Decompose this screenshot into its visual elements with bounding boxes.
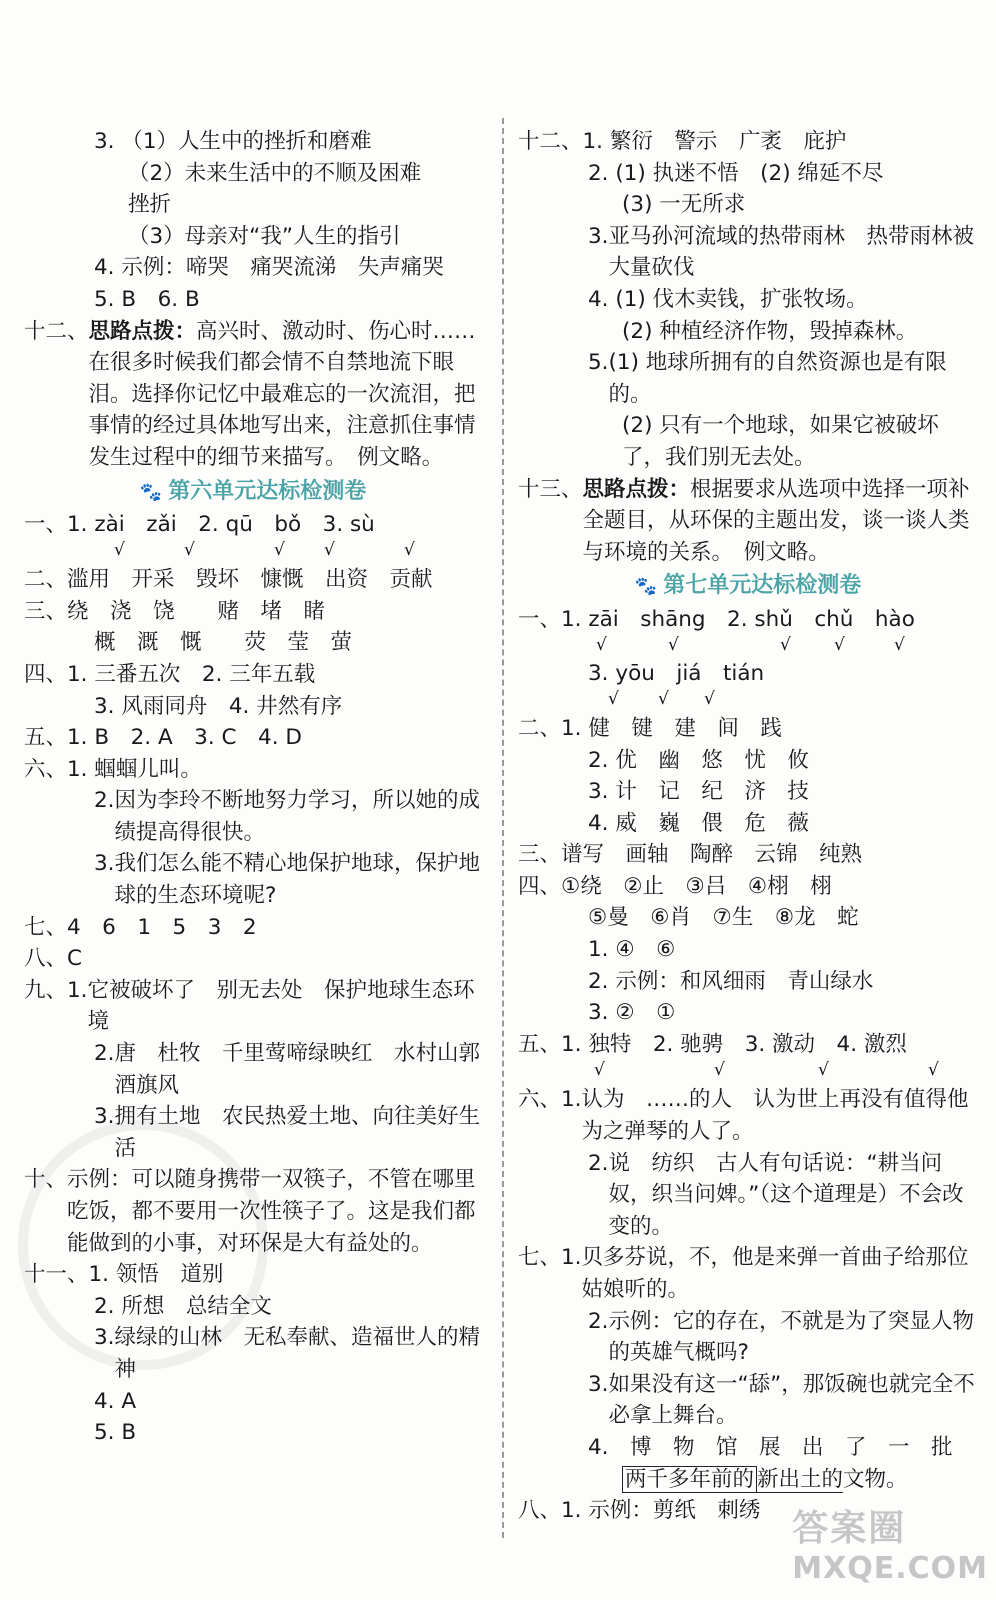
answer-block: 3. 如果没有这一“舔”，那饭碗也就完全不必拿上舞台。 (588, 1371, 975, 1429)
answer-line: 1. ④ ⑥ (588, 937, 676, 963)
answer-block: 十、 示例：可以随身携带一双筷子，不管在哪里吃饭，都不要用一次性筷子了。这是我们都能做到的小事，对环保是大有益处的。 (24, 1167, 476, 1256)
tick-marks-row (518, 689, 978, 713)
section-heading-unit7: 🐾 第七单元达标检测卷 (518, 570, 978, 603)
tick-marks-row (518, 635, 978, 659)
answer-line: 五、1. B 2. A 3. C 4. D (24, 725, 302, 751)
answer-block: 3. 我们怎么能不精心地保护地球，保护地球的生态环境呢? (94, 851, 481, 909)
check-icon: √ (274, 540, 285, 561)
answer-block: 3. 拥有土地 农民热爱土地、向往美好生活 (94, 1104, 481, 1161)
answer-line: 4. 示例：啼哭 痛哭流涕 失声痛哭 (94, 255, 444, 281)
check-icon: √ (780, 634, 791, 655)
site-watermark (792, 1500, 988, 1586)
answer-block: 七、1. 贝多芬说，不，他是来弹一首曲子给那位姑娘听的。 (518, 1245, 969, 1302)
answer-line: 挫折 (128, 192, 172, 218)
left-column (24, 126, 482, 1449)
answer-line: 两千多年前的 新出土的文物。 (518, 1464, 978, 1496)
question-12-block (24, 316, 482, 474)
check-icon: √ (704, 688, 715, 709)
tick-marks-row (24, 540, 482, 564)
answer-line: 3. 计 记 纪 济 技 (588, 779, 809, 805)
paw-icon: 🐾 (139, 481, 163, 503)
answer-line: 3. ② ① (588, 1000, 676, 1026)
answer-line: 二、滥用 开采 毁坏 慷慨 出资 贡献 (24, 567, 433, 593)
answer-line: 八、C (24, 946, 83, 972)
check-icon: √ (324, 540, 335, 561)
answer-line: （2）未来生活中的不顺及困难 (128, 160, 422, 186)
boxed-phrase: 两千多年前的 (622, 1466, 757, 1493)
answer-block: 九、1. 它被破坏了 别无去处 保护地球生态环境 (24, 977, 475, 1035)
paw-icon: 🐾 (634, 576, 658, 598)
answer-line: （3）母亲对“我”人生的指引 (128, 223, 401, 249)
answer-block: 5. (1) 地球所拥有的自然资源也是有限的。 (588, 350, 947, 407)
answer-line: 4. 威 巍 偎 危 薇 (588, 810, 809, 836)
pinyin-line: 一、1. zāi shāng 2. shǔ chǔ hào (518, 606, 915, 632)
answer-line: (2) 种植经济作物，毁掉森林。 (622, 318, 918, 344)
answer-line: 六、1. 蝈蝈儿叫。 (24, 756, 202, 782)
answer-block: 3. 绿绿的山林 无私奉献、造福世人的精神 (94, 1325, 481, 1382)
answer-line: 三、绕 浇 饶 赌 堵 睹 (24, 598, 326, 624)
check-icon: √ (658, 688, 669, 709)
question-13-block: 十三、 思路点拨：根据要求从选项中选择一项补全题目，从环保的主题出发，谈一谈人类与环境的关系。 例文略。 (518, 476, 970, 565)
answer-line: 2. 示例：和风细雨 青山绿水 (588, 968, 874, 994)
check-icon: √ (184, 540, 195, 561)
answer-line: 十一、1. 领悟 道别 (24, 1262, 224, 1288)
answer-block: 2. 说 纺织 古人有句话说：“耕当问奴，织当问婢。”（这个道理是）不会改变的。 (588, 1150, 964, 1239)
underlined-phrase: 新出土的 (757, 1466, 844, 1492)
answer-line: 概 溉 慨 荧 莹 萤 (94, 630, 353, 656)
answer-line: ⑤曼 ⑥肖 ⑦生 ⑧龙 蛇 (588, 905, 859, 931)
tip-text: 高兴时、激动时、伤心时……在很多时候我们都会情不自禁地流下眼泪。选择你记忆中最难忘的一次流泪，把事情的经过具体地写出来，注意抓住事情发生过程中的细节来描写。 例文略。 (88, 318, 476, 470)
check-icon: √ (894, 634, 905, 655)
answer-line: (2) 只有一个地球，如果它被破坏了，我们别无去处。 (622, 413, 939, 470)
tip-text: 根据要求从选项中选择一项补全题目，从环保的主题出发，谈一谈人类与环境的关系。 例文略。 (582, 476, 970, 565)
check-icon: √ (596, 634, 607, 655)
answer-block: 六、1. 认为 ……的人 认为世上再没有值得他为之弹琴的人了。 (518, 1087, 969, 1145)
column-divider (502, 118, 504, 1538)
answer-line: (3) 一无所求 (622, 192, 746, 218)
check-icon: √ (928, 1060, 939, 1081)
answer-block: 2. 因为李玲不断地努力学习，所以她的成绩提高得很快。 (94, 788, 481, 845)
check-icon: √ (404, 540, 415, 561)
answer-line: 四、①绕 ②止 ③吕 ④栩 栩 (518, 873, 832, 899)
tip-label: 思路点拨： (88, 318, 197, 344)
answer-line: 4. (1) 伐木卖钱，扩张牧场。 (588, 286, 868, 312)
answer-line: 二、1. 健 键 建 间 践 (518, 715, 782, 741)
check-icon: √ (608, 688, 619, 709)
tip-label: 思路点拨： (582, 476, 691, 502)
answer-line: 5. B (94, 1420, 137, 1446)
answer-line: 八、1. 示例：剪纸 刺绣 (518, 1498, 761, 1524)
check-icon: √ (594, 1060, 605, 1081)
answer-line: 七、4 6 1 5 3 2 (24, 914, 257, 940)
answer-line: 5. B 6. B (94, 286, 200, 312)
answer-line: 四、1. 三番五次 2. 三年五载 (24, 661, 316, 687)
answer-line: 4. 博 物 馆 展 出 了 一 批 (588, 1434, 953, 1460)
answer-line: 3. 风雨同舟 4. 井然有序 (94, 693, 343, 719)
pinyin-line: 一、1. zài zǎi 2. qū bǒ 3. sù (24, 512, 375, 538)
answer-line: 十二、1. 繁衍 警示 广袤 庇护 (518, 129, 847, 154)
question-label: 十二、 (24, 318, 89, 344)
check-icon: √ (114, 540, 125, 561)
watermark-url: MXQE.COM (792, 1551, 988, 1586)
check-icon: √ (714, 1060, 725, 1081)
answer-line: 2. (1) 执迷不悟 (2) 绵延不尽 (588, 160, 884, 186)
answer-line: 五、1. 独特 2. 驰骋 3. 激动 4. 激烈 (518, 1031, 907, 1057)
answer-line: 4. A (94, 1388, 137, 1414)
check-icon: √ (668, 634, 679, 655)
answer-line: 2. 所想 总结全文 (94, 1293, 272, 1319)
check-icon: √ (834, 634, 845, 655)
answer-line: 三、谱写 画轴 陶醉 云锦 纯熟 (518, 842, 863, 868)
answer-line: 3. （1）人生中的挫折和磨难 (94, 129, 372, 154)
answer-block: 2. 唐 杜牧 千里莺啼绿映红 水村山郭酒旗风 (94, 1041, 481, 1098)
watermark-title: 答案圈 (792, 1508, 907, 1549)
pinyin-line: 3. yōu jiá tián (588, 660, 765, 686)
tick-marks-row (518, 1060, 978, 1084)
answer-line: 2. 优 幽 悠 忧 攸 (588, 747, 809, 773)
check-icon: √ (818, 1060, 829, 1081)
answer-block: 3. 亚马孙河流域的热带雨林 热带雨林被大量砍伐 (588, 223, 975, 281)
answer-block: 2. 示例：它的存在，不就是为了突显人物的英雄气概吗? (588, 1308, 975, 1366)
section-heading-unit6: 🐾 第六单元达标检测卷 (24, 476, 482, 509)
right-column (518, 126, 978, 1527)
